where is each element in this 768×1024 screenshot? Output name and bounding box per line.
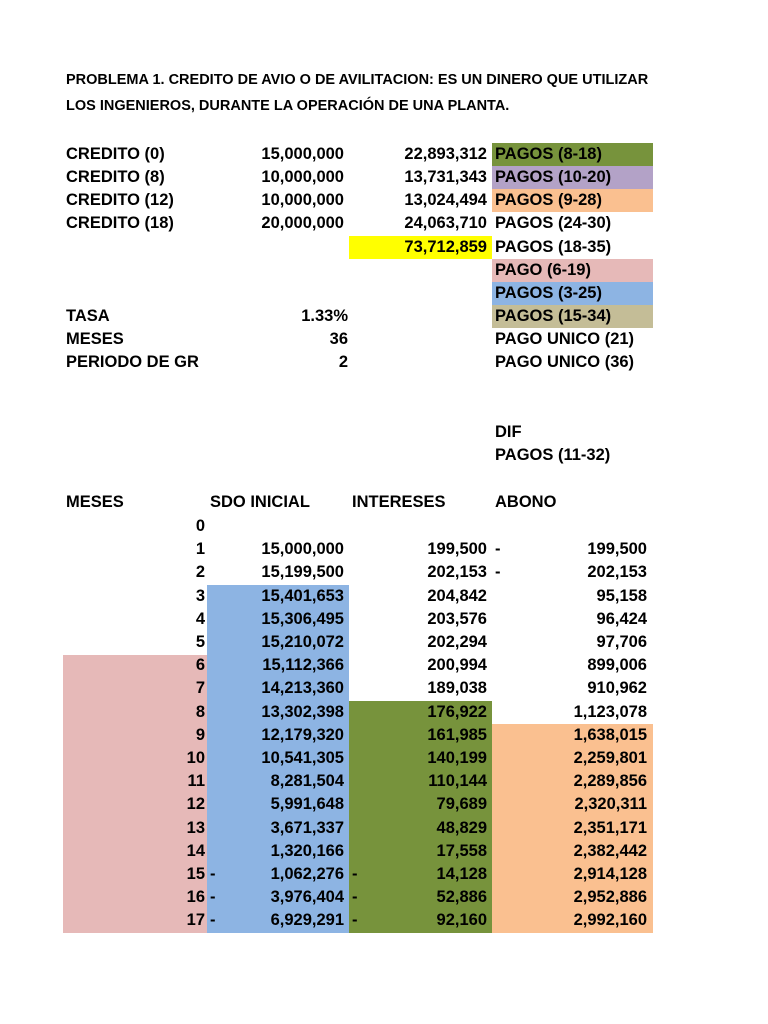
row-abono: 2,952,886	[573, 888, 647, 906]
pagos-label: PAGOS (15-34)	[495, 307, 612, 325]
credit-label: CREDITO (12)	[66, 191, 174, 209]
header-abono: ABONO	[495, 493, 557, 511]
row-sdo-inicial: 12,179,320	[261, 726, 344, 744]
credit-amount: 20,000,000	[261, 214, 344, 232]
row-mes: 12	[186, 795, 205, 813]
row-intereses-sign: -	[352, 888, 358, 906]
row-abono: 2,382,442	[573, 842, 647, 860]
param-label: PERIODO DE GR	[66, 353, 199, 371]
row-mes: 1	[195, 540, 205, 558]
row-sdo-inicial: 15,000,000	[261, 540, 344, 558]
param-value: 36	[329, 330, 348, 348]
param-label: MESES	[66, 330, 124, 348]
row-intereses: 79,689	[436, 795, 487, 813]
row-mes: 6	[195, 656, 205, 674]
row-intereses: 199,500	[427, 540, 487, 558]
row-sdo-inicial: 15,112,366	[262, 656, 344, 674]
title-line-2: LOS INGENIEROS, DURANTE LA OPERACIÓN DE UNA PLANTA.	[66, 98, 510, 114]
row-abono: 2,914,128	[573, 865, 647, 883]
row-mes: 10	[186, 749, 205, 767]
dif-label: DIF	[495, 423, 522, 441]
row-sdo-inicial: 3,671,337	[270, 819, 344, 837]
pagos-label: PAGOS (8-18)	[495, 145, 602, 163]
credit-label: CREDITO (18)	[66, 214, 174, 232]
header-meses: MESES	[66, 493, 124, 511]
row-intereses: 200,994	[427, 656, 487, 674]
row-abono: 1,123,078	[573, 703, 647, 721]
row-abono: 199,500	[587, 540, 647, 558]
header-sdo-inicial: SDO INICIAL	[210, 493, 310, 511]
param-value: 2	[338, 353, 348, 371]
row-sdo-inicial: 14,213,360	[261, 679, 344, 697]
pagos-label: PAGOS (24-30)	[495, 214, 612, 232]
row-abono: 910,962	[587, 679, 647, 697]
pagos-label: PAGO UNICO (21)	[495, 330, 635, 348]
row-mes: 13	[186, 819, 205, 837]
credit-label: CREDITO (8)	[66, 168, 165, 186]
row-abono: 96,424	[596, 610, 647, 628]
row-sdo-inicial: 15,210,072	[261, 633, 344, 651]
row-abono-sign: -	[495, 540, 501, 558]
row-abono: 202,153	[587, 563, 647, 581]
row-abono: 2,992,160	[573, 911, 647, 929]
pagos-label: PAGOS (9-28)	[495, 191, 602, 209]
row-mes: 7	[195, 679, 205, 697]
row-abono: 899,006	[587, 656, 647, 674]
row-intereses	[349, 515, 487, 538]
row-sdo-inicial: 3,976,404	[270, 888, 344, 906]
credit-future-value: 13,024,494	[404, 191, 487, 209]
row-mes: 11	[187, 772, 205, 790]
row-sdo-inicial: 10,541,305	[261, 749, 344, 767]
dif-pagos-label: PAGOS (11-32)	[495, 446, 611, 464]
row-intereses: 140,199	[427, 749, 487, 767]
total-value: 73,712,859	[404, 238, 487, 256]
row-intereses-sign: -	[352, 911, 358, 929]
row-mes: 8	[195, 703, 205, 721]
row-intereses: 176,922	[427, 703, 487, 721]
row-abono: 95,158	[596, 587, 647, 605]
row-mes: 17	[186, 911, 205, 929]
credit-future-value: 22,893,312	[404, 145, 487, 163]
pagos-label: PAGOS (3-25)	[495, 284, 602, 302]
row-sdo-inicial: 6,929,291	[270, 911, 344, 929]
credit-amount: 10,000,000	[261, 168, 344, 186]
row-abono: 2,351,171	[573, 819, 647, 837]
pagos-label: PAGOS (10-20)	[495, 168, 612, 186]
row-sdo-sign: -	[210, 911, 216, 929]
row-sdo-inicial: 15,401,653	[261, 587, 344, 605]
row-intereses: 92,160	[436, 911, 487, 929]
row-abono: 97,706	[596, 633, 647, 651]
row-abono-sign: -	[495, 563, 501, 581]
row-sdo-inicial	[207, 515, 344, 538]
row-abono: 2,320,311	[574, 795, 647, 813]
row-mes: 16	[186, 888, 205, 906]
pagos-label: PAGO UNICO (36)	[495, 353, 635, 371]
param-value: 1.33%	[301, 307, 348, 325]
row-intereses-sign: -	[352, 865, 358, 883]
row-intereses: 52,886	[436, 888, 487, 906]
row-sdo-inicial: 13,302,398	[261, 703, 344, 721]
row-mes: 9	[195, 726, 205, 744]
credit-future-value: 13,731,343	[404, 168, 487, 186]
row-mes: 2	[195, 563, 205, 581]
row-sdo-inicial: 1,320,166	[270, 842, 344, 860]
credit-label: CREDITO (0)	[66, 145, 165, 163]
row-intereses: 204,842	[427, 587, 487, 605]
param-label: TASA	[66, 307, 110, 325]
row-mes: 14	[186, 842, 205, 860]
row-sdo-inicial: 8,281,504	[270, 772, 344, 790]
pagos-label: PAGOS (18-35)	[495, 238, 612, 256]
row-abono: 1,638,015	[573, 726, 647, 744]
row-abono	[492, 515, 647, 538]
row-mes: 4	[195, 610, 205, 628]
row-intereses: 202,294	[427, 633, 487, 651]
row-mes: 3	[195, 587, 205, 605]
credit-amount: 15,000,000	[261, 145, 344, 163]
row-intereses: 48,829	[436, 819, 487, 837]
row-intereses: 161,985	[427, 726, 487, 744]
row-sdo-inicial: 15,306,495	[261, 610, 344, 628]
row-intereses: 14,128	[436, 865, 487, 883]
row-abono: 2,259,801	[573, 749, 647, 767]
row-intereses: 203,576	[427, 610, 487, 628]
row-sdo-sign: -	[210, 865, 216, 883]
row-intereses: 17,558	[436, 842, 487, 860]
row-sdo-inicial: 5,991,648	[270, 795, 344, 813]
row-intereses: 202,153	[427, 563, 487, 581]
row-abono: 2,289,856	[573, 772, 647, 790]
row-sdo-inicial: 15,199,500	[261, 563, 344, 581]
pagos-label: PAGO (6-19)	[495, 261, 591, 279]
row-sdo-inicial: 1,062,276	[270, 865, 344, 883]
credit-amount: 10,000,000	[261, 191, 344, 209]
row-mes: 0	[195, 517, 205, 535]
header-intereses: INTERESES	[352, 493, 446, 511]
row-mes: 5	[195, 633, 205, 651]
row-intereses: 189,038	[427, 679, 487, 697]
row-intereses: 110,144	[428, 772, 487, 790]
row-sdo-sign: -	[210, 888, 216, 906]
credit-future-value: 24,063,710	[404, 214, 487, 232]
title-line-1: PROBLEMA 1. CREDITO DE AVIO O DE AVILITACION: ES UN DINERO QUE UTILIZAR	[66, 72, 649, 88]
row-mes: 15	[186, 865, 205, 883]
